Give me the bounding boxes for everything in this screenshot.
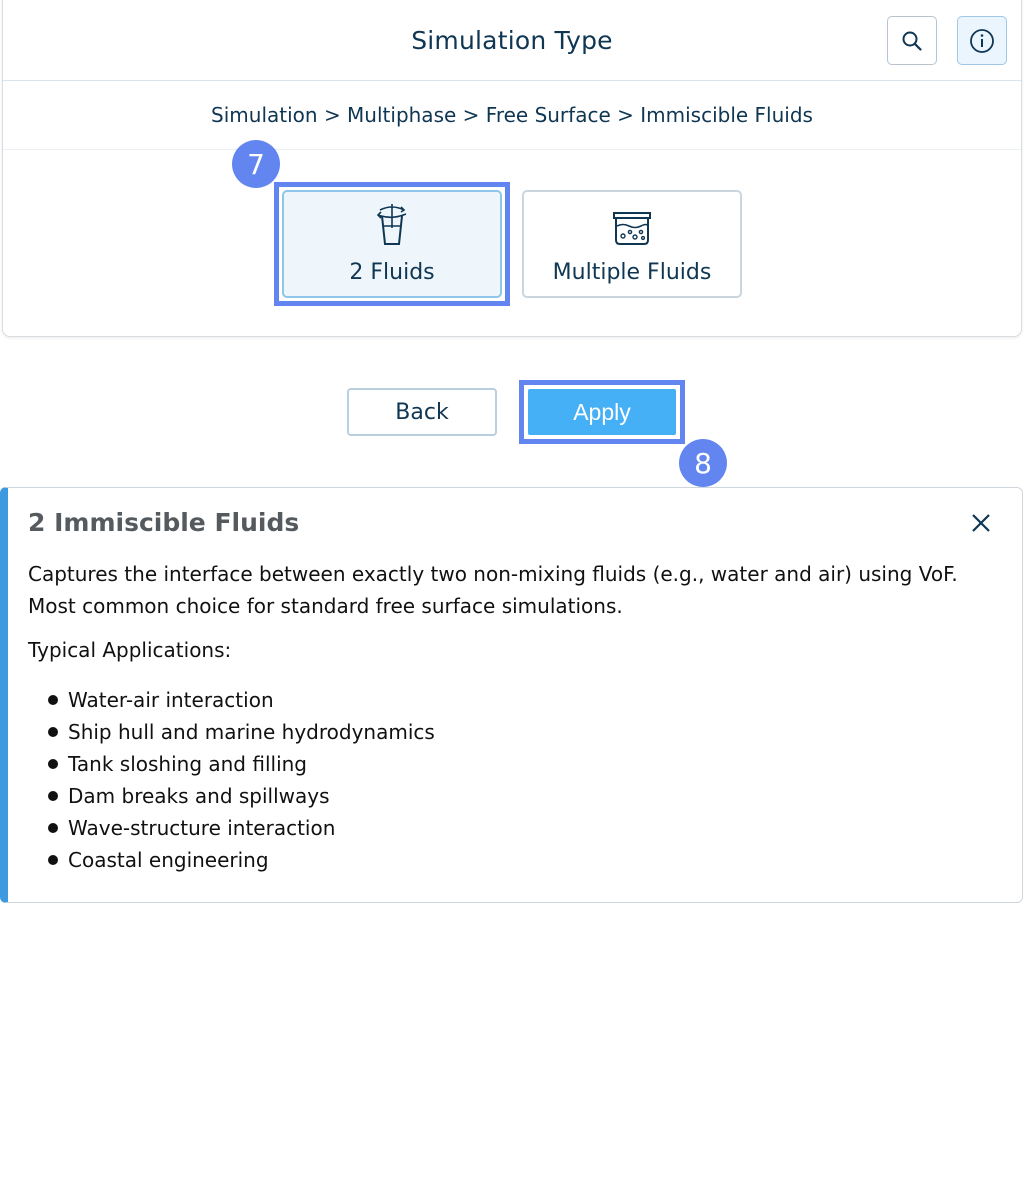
close-icon <box>970 512 992 534</box>
list-item-text: Wave-structure interaction <box>68 816 336 840</box>
list-item <box>48 684 435 716</box>
list-item <box>48 812 435 844</box>
panel-header <box>3 0 1021 81</box>
breadcrumb-row <box>3 81 1021 150</box>
apply-button[interactable]: Apply <box>526 387 678 437</box>
applications-heading: Typical Applications: <box>28 638 232 662</box>
info-button[interactable] <box>957 16 1007 65</box>
option-label: 2 Fluids <box>349 260 435 285</box>
bullet-icon <box>48 695 58 705</box>
simulation-type-panel <box>2 0 1022 337</box>
two-fluids-glass-icon <box>284 202 500 248</box>
info-icon <box>969 28 995 54</box>
option-multiple-fluids[interactable] <box>522 190 742 298</box>
option-label: Multiple Fluids <box>552 260 712 285</box>
step-badge-8: 8 <box>679 439 727 487</box>
list-item-text: Water-air interaction <box>68 688 274 712</box>
list-item <box>48 716 435 748</box>
list-item-text: Dam breaks and spillways <box>68 784 330 808</box>
step-badge-7: 7 <box>232 140 280 188</box>
info-panel-title: 2 Immiscible Fluids <box>28 508 300 537</box>
search-icon <box>901 30 923 52</box>
page-title: Simulation Type <box>411 26 613 55</box>
list-item <box>48 844 435 876</box>
option-2-fluids[interactable] <box>282 190 502 298</box>
info-panel <box>0 487 1023 903</box>
bullet-icon <box>48 855 58 865</box>
search-button[interactable] <box>887 16 937 65</box>
bullet-icon <box>48 823 58 833</box>
list-item-text: Ship hull and marine hydrodynamics <box>68 720 435 744</box>
close-button[interactable] <box>970 512 992 534</box>
list-item <box>48 748 435 780</box>
info-panel-description: Captures the interface between exactly two non-mixing fluids (e.g., water and air) using VoF. Most common choice for standard free surface simulations. <box>28 562 958 618</box>
breadcrumb: Simulation > Multiphase > Free Surface > Immiscible Fluids <box>211 103 813 127</box>
bullet-icon <box>48 791 58 801</box>
list-item-text: Tank sloshing and filling <box>68 752 307 776</box>
list-item-text: Coastal engineering <box>68 848 269 872</box>
multiple-fluids-container-icon <box>524 202 740 248</box>
back-button[interactable]: Back <box>347 388 497 436</box>
applications-list <box>48 684 435 876</box>
bullet-icon <box>48 759 58 769</box>
bullet-icon <box>48 727 58 737</box>
list-item <box>48 780 435 812</box>
